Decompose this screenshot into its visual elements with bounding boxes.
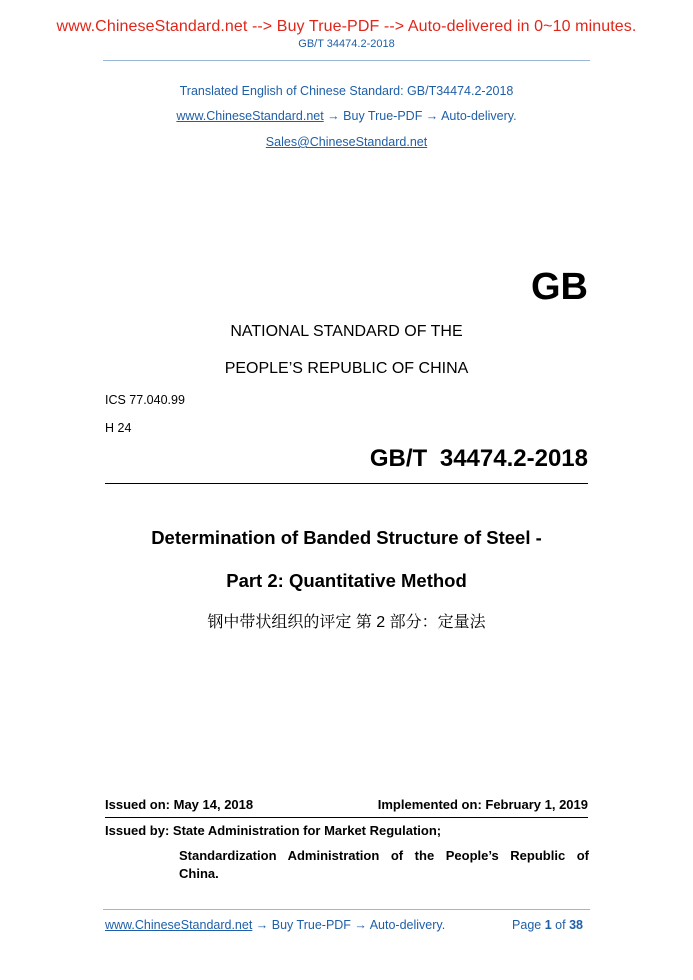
footer-site-link[interactable]: www.ChineseStandard.net xyxy=(105,918,253,932)
issued-by-line3: China. xyxy=(179,866,219,881)
standard-number: GB/T 34474.2-2018 xyxy=(369,445,588,472)
issued-by-line2: Standardization Administration of the People’s Republic of xyxy=(179,848,589,863)
issued-on: Issued on: May 14, 2018 xyxy=(105,797,254,812)
page-of: of xyxy=(555,918,566,932)
top-banner[interactable]: www.ChineseStandard.net --> Buy True-PDF --> Auto-delivered in 0~10 minutes. xyxy=(56,18,637,35)
delivery-line xyxy=(0,109,693,123)
implemented-on: Implemented on: February 1, 2019 xyxy=(377,797,588,812)
ics-code: ICS 77.040.99 xyxy=(105,393,185,407)
sales-email-link[interactable]: Sales@ChineseStandard.net xyxy=(265,135,428,149)
issue-divider xyxy=(105,817,588,818)
gb-logo: GB xyxy=(531,266,588,308)
sales-line xyxy=(0,135,693,149)
issued-by: Issued by: State Administration for Market Regulation; xyxy=(105,823,442,838)
footer-delivery-text: → Buy True-PDF → Auto-delivery. xyxy=(252,918,446,932)
footer-delivery xyxy=(105,918,445,932)
page-indicator xyxy=(512,918,583,932)
header-standard-ref: GB/T 34474.2-2018 xyxy=(298,38,395,50)
title-divider xyxy=(105,483,588,484)
delivery-text: → Buy True-PDF → Auto-delivery. xyxy=(323,109,517,123)
site-link[interactable]: www.ChineseStandard.net xyxy=(176,109,324,123)
title-line1: Determination of Banded Structure of Steel - xyxy=(151,527,542,548)
classification-code: H 24 xyxy=(105,421,132,435)
translated-line: Translated English of Chinese Standard: GB/T34474.2-2018 xyxy=(179,84,514,98)
page-current: 1 xyxy=(544,918,552,932)
title-chinese: 钢中带状组织的评定 第 2 部分：定量法 xyxy=(207,614,486,631)
national-standard-line2: PEOPLE’S REPUBLIC OF CHINA xyxy=(224,360,469,377)
footer-divider xyxy=(103,909,590,910)
header-divider xyxy=(103,60,590,61)
page-total: 38 xyxy=(569,918,583,932)
page-label: Page xyxy=(512,918,542,932)
national-standard-line1: NATIONAL STANDARD OF THE xyxy=(230,323,463,340)
title-line2: Part 2: Quantitative Method xyxy=(226,570,467,591)
